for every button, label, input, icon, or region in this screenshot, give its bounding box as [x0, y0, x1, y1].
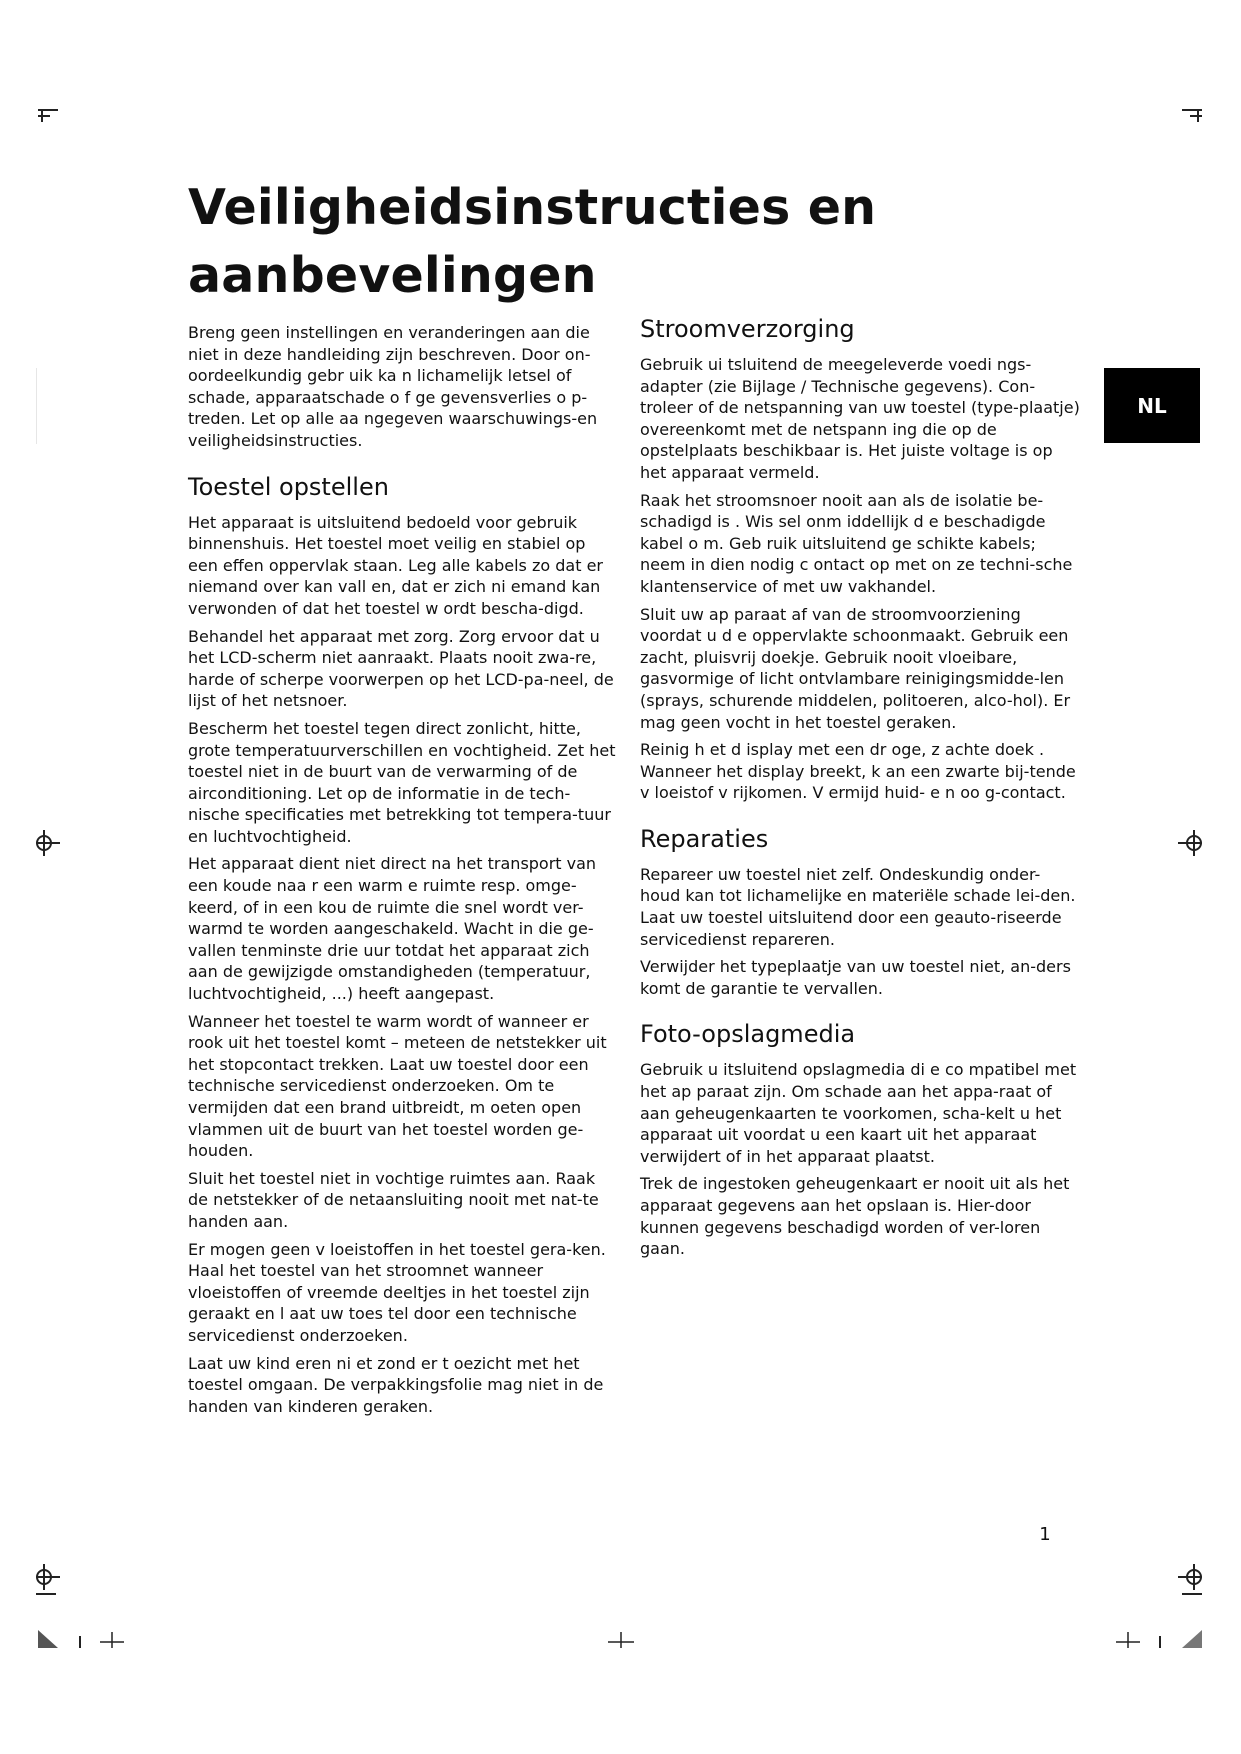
left-column: [188, 322, 620, 1423]
page-number: 1: [1039, 1524, 1051, 1545]
section-heading: Toestel opstellen: [188, 472, 389, 501]
section-heading: Stroomverzorging: [640, 315, 855, 343]
registration-mark-top-left: [36, 106, 62, 126]
paragraph: Er mogen geen v loeistoffen in het toestel gera-ken. Haal het toestel van het stroomnet wanneer vloeistoffen of vreemde deeltjes in het toestel zijn geraakt en l aat uw toes tel door een technische servicedienst onderzoeken.: [188, 1239, 606, 1345]
color-bar-left: [36, 1628, 126, 1650]
color-bar-right: [1114, 1628, 1204, 1650]
registration-mark-bottom-right: [1176, 1562, 1204, 1596]
language-tab: NL: [1104, 368, 1200, 443]
paragraph: Behandel het apparaat met zorg. Zorg ervoor dat u het LCD-scherm niet aanraakt. Plaats nooit zwa-re, harde of scherpe voorwerpen op het LCD-pa-neel, de lijst of het netsnoer.: [188, 626, 614, 711]
section-reparaties: [640, 824, 1080, 1000]
paragraph: Repareer uw toestel niet zelf. Ondeskundig onder-houd kan tot lichamelijke en materiële schade lei-den. Laat uw toestel uitsluitend door een geauto-riseerde servicedienst repareren.: [640, 864, 1076, 949]
page-title: Veiligheidsinstructies en aanbevelingen: [188, 179, 877, 304]
paragraph: Gebruik ui tsluitend de meegeleverde voedi ngs-adapter (zie Bijlage / Technische gegevens). Con-troleer of de netspanning van uw toestel (type-plaatje) overeenkomt met de netspann ing die op de opstelplaats beschikbaar is. Het juiste voltage is op het apparaat vermeld.: [640, 355, 1080, 482]
registration-mark-middle-right: [1176, 826, 1204, 860]
section-heading: Reparaties: [640, 824, 769, 853]
crop-mark-bottom-center: [606, 1628, 636, 1650]
paragraph: Wanneer het toestel te warm wordt of wanneer er rook uit het toestel komt – meteen de netstekker uit het stopcontact trekken. Laat uw toestel door een technische servicedienst onderzoeken. Om te vermijden dat een brand uitbreidt, m oeten open vlammen uit de buurt van het toestel worden ge-houden.: [188, 1011, 607, 1161]
paragraph: Sluit het toestel niet in vochtige ruimtes aan. Raak de netstekker of de netaansluiting nooit met nat-te handen aan.: [188, 1168, 599, 1231]
registration-mark-middle-left: [34, 826, 62, 860]
paragraph: Trek de ingestoken geheugenkaart er nooit uit als het apparaat gegevens aan het opslaan is. Hier-door kunnen gegevens beschadigd worden of ver-loren gaan.: [640, 1174, 1070, 1259]
registration-mark-bottom-left: [34, 1562, 62, 1596]
section-toestel-opstellen: [188, 472, 620, 1418]
paragraph: Het apparaat dient niet direct na het transport van een koude naa r een warm e ruimte resp. omge-keerd, of in een kou de ruimte die snel wordt ver-warmd te worden aangeschakeld. Wacht in die ge-vallen tenminste drie uur totdat het apparaat zich aan de gewijzigde omstandigheden (temperatuur, luchtvochtigheid, ...) heeft aangepast.: [188, 854, 597, 1004]
paragraph: Bescherm het toestel tegen direct zonlicht, hitte, grote temperatuurverschillen en vochtigheid. Zet het toestel niet in de buurt van de verwarming of de airconditioning. Let op de informatie in de tech-nische specificaties met betrekking tot tempera-tuur en luchtvochtigheid.: [188, 718, 616, 846]
paragraph: Het apparaat is uitsluitend bedoeld voor gebruik binnenshuis. Het toestel moet veilig en stabiel op een effen oppervlak staan. Leg alle kabels zo dat er niemand over kan vall en, dat er zich ni emand kan verwonden of dat het toestel w ordt bescha-digd.: [188, 512, 603, 618]
paragraph: Verwijder het typeplaatje van uw toestel niet, an-ders komt de garantie te vervallen.: [640, 957, 1071, 998]
paragraph: Gebruik u itsluitend opslagmedia di e co mpatibel met het ap paraat zijn. Om schade aan het appa-raat of aan geheugenkaarten te voorkomen, scha-kelt u het apparaat uit voordat u een kaart uit het apparaat verwijdert of in het apparaat plaatst.: [640, 1060, 1077, 1166]
right-column: [640, 314, 1080, 1266]
paragraph: Laat uw kind eren ni et zond er t oezicht met het toestel omgaan. De verpakkingsfolie mag niet in de handen van kinderen geraken.: [188, 1353, 604, 1416]
intro-paragraph: Breng geen instellingen en veranderingen aan die niet in deze handleiding zijn beschreven. Door on-oordeelkundig gebr uik ka n lichamelijk letsel of schade, apparaatschade o f ge gevensverlies o p-treden. Let op alle aa ngegeven waarschuwings-en veiligheidsinstructies.: [188, 323, 598, 450]
section-heading: Foto-opslagmedia: [640, 1020, 856, 1049]
paragraph: Raak het stroomsnoer nooit aan als de isolatie be-schadigd is . Wis sel onm iddellijk d e beschadigde kabel o m. Geb ruik uitsluitend ge schikte kabels; neem in dien nodig c ontact op met on ze techni-sche klantenservice of met uw vakhandel.: [640, 490, 1073, 596]
paragraph: Reinig h et d isplay met een dr oge, z achte doek . Wanneer het display breekt, k an een zwarte bij-tende v loeistof v rijkomen. V ermijd huid- e n oo g-contact.: [640, 740, 1076, 803]
section-stroomverzorging: [640, 314, 1080, 804]
margin-rule-left: [36, 368, 37, 444]
section-foto-opslagmedia: [640, 1019, 1080, 1259]
registration-mark-top-right: [1178, 106, 1204, 126]
paragraph: Sluit uw ap paraat af van de stroomvoorziening voordat u d e oppervlakte schoonmaakt. Gebruik een zacht, pluisvrij doekje. Gebruik nooit vloeibare, gasvormige of licht ontvlambare reinigingsmidde-len (sprays, schurende middelen, politoeren, alco-hol). Er mag geen vocht in het toestel geraken.: [640, 604, 1071, 732]
